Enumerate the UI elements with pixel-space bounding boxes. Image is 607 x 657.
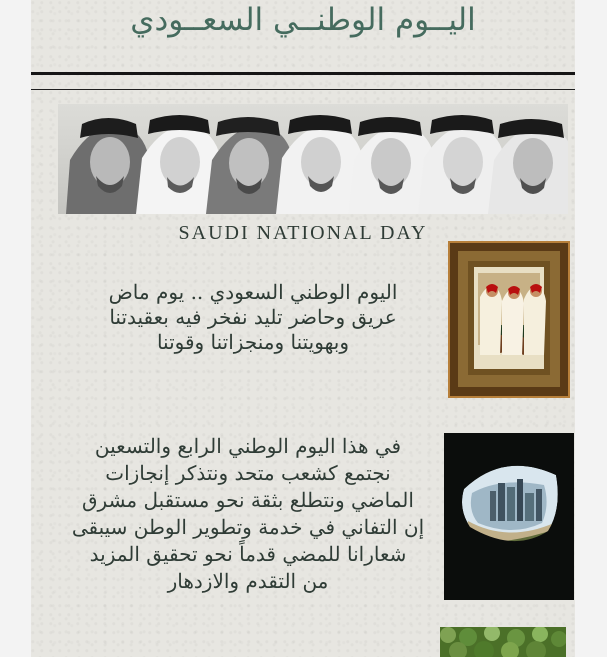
king-portrait-7 [488, 119, 568, 214]
paragraph-one-line-1: اليوم الوطني السعودي .. يوم ماض [108, 280, 398, 304]
paragraph-one-line-3: وبهويتنا ومنجزاتنا وقوتنا [156, 330, 350, 354]
kings-banner-image [58, 104, 568, 214]
page-title: اليــوم الوطنــي السعــودي [130, 2, 476, 38]
royal-meeting-photo [448, 241, 570, 398]
article-sheet [31, 0, 575, 657]
city-skyline-cave-photo [444, 433, 574, 600]
royal-meeting-illustration [450, 243, 568, 396]
national-day-paragraph-one [83, 280, 423, 355]
paragraph-two-line-6: من التقدم والازدهار [167, 569, 329, 593]
paragraph-one-line-2: عريق وحاضر تليد نفخر فيه بعقيدتنا [109, 305, 397, 329]
paragraph-two-line-4: إن التفاني في خدمة وتطوير الوطن سيبقى [71, 515, 425, 539]
paragraph-two-line-1: في هذا اليوم الوطني الرابع والتسعين [94, 434, 402, 458]
leaves-illustration [440, 627, 566, 657]
paragraph-two-line-5: شعارانا للمضي قدماً نحو تحقيق المزيد [89, 542, 407, 566]
kings-banner-illustration [58, 104, 568, 214]
city-skyline-illustration [444, 433, 574, 600]
banner-caption: SAUDI NATIONAL DAY [178, 222, 428, 244]
paragraph-two-line-3: الماضي ونتطلع بثقة نحو مستقبل مشرق [82, 488, 414, 512]
divider-thin [31, 89, 575, 90]
paragraph-two-line-2: نجتمع كشعب متحد ونتذكر إنجازات [105, 461, 391, 485]
national-day-paragraph-two [59, 433, 437, 595]
divider-thick [31, 72, 575, 75]
green-leaves-photo [440, 627, 566, 657]
